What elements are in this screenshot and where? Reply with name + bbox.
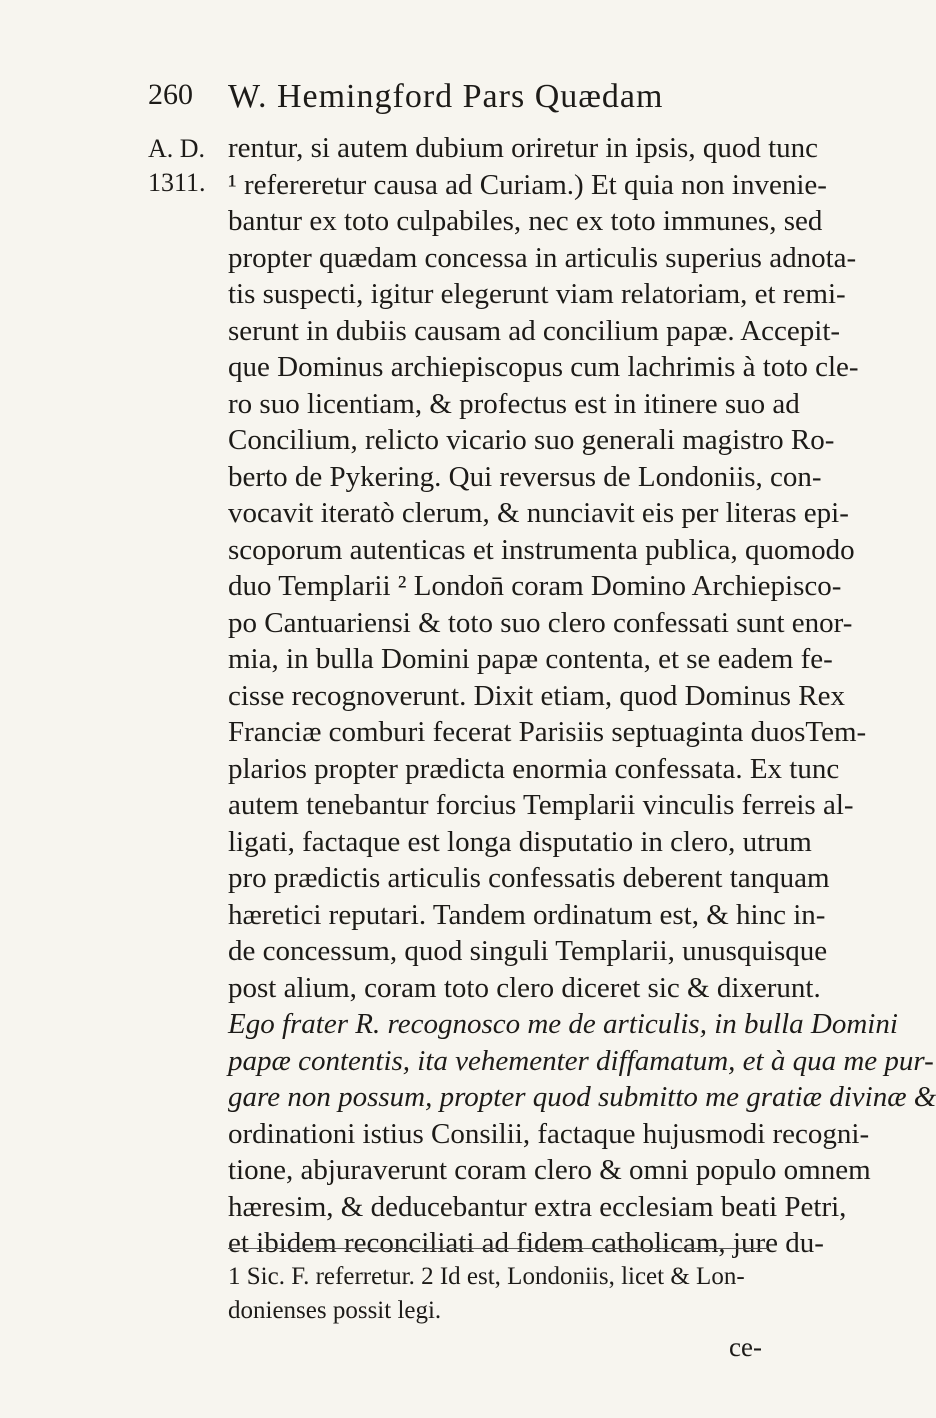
- text-line: plarios propter prædicta enormia confessata. Ex tunc: [228, 752, 840, 785]
- footnote-line: 1 Sic. F. referretur. 2 Id est, Londoniis, licet & Lon-: [228, 1263, 745, 1290]
- text-line: mia, in bulla Domini papæ contenta, et se eadem fe-: [228, 643, 833, 675]
- footnote-line: donienses possit legi.: [228, 1297, 442, 1324]
- text-line-italic: Ego frater R. recognosco me de articulis, in bulla Domini: [228, 1008, 898, 1040]
- text-line: autem tenebantur forcius Templarii vinculis ferreis al-: [228, 789, 854, 821]
- text-line: propter quædam concessa in articulis superius adnota-: [228, 241, 857, 274]
- margin-year-note: [148, 132, 206, 200]
- text-line: bantur ex toto culpabiles, nec ex toto immunes, sed: [228, 205, 823, 237]
- page-number: 260: [148, 78, 193, 111]
- footnotes: [228, 1260, 768, 1328]
- text-line: tis suspecti, igitur elegerunt viam relatoriam, et remi-: [228, 278, 846, 310]
- text-line: rentur, si autem dubium oriretur in ipsis, quod tunc: [228, 132, 819, 164]
- text-line: hæresim, & deducebantur extra ecclesiam beati Petri,: [228, 1190, 847, 1223]
- text-line: vocavit iteratò clerum, & nunciavit eis per literas epi-: [228, 497, 849, 529]
- text-line: Franciæ comburi fecerat Parisiis septuaginta duosTem-: [228, 716, 867, 748]
- margin-year-label: A. D.: [148, 134, 206, 163]
- text-line: et ibidem reconciliati ad fidem catholicam, jure du-: [228, 1227, 824, 1259]
- text-line: que Dominus archiepiscopus cum lachrimis à toto cle-: [228, 351, 859, 383]
- running-title: W. Hemingford Pars Quædam: [228, 78, 664, 115]
- text-line: po Cantuariensi & toto suo clero confessati sunt enor-: [228, 606, 853, 639]
- main-text: [228, 130, 936, 1262]
- text-line: serunt in dubiis causam ad concilium papæ. Accepit-: [228, 314, 841, 347]
- footnote-divider: [228, 1248, 768, 1249]
- text-line: berto de Pykering. Qui reversus de Londoniis, con-: [228, 460, 822, 493]
- text-line: cisse recognoverunt. Dixit etiam, quod Dominus Rex: [228, 679, 845, 712]
- text-line: de concessum, quod singuli Templarii, unusquisque: [228, 935, 828, 967]
- text-line: pro prædictis articulis confessatis deberent tanquam: [228, 862, 830, 894]
- text-line: ro suo licentiam, & profectus est in itinere suo ad: [228, 387, 800, 420]
- text-line: duo Templarii ² London̄ coram Domino Archiepisco-: [228, 570, 842, 602]
- text-line: ¹ refereretur causa ad Curiam.) Et quia non invenie-: [228, 168, 827, 201]
- text-line: ligati, factaque est longa disputatio in clero, utrum: [228, 825, 812, 858]
- running-header: [0, 78, 800, 128]
- text-line: hæretici reputari. Tandem ordinatum est, & hinc in-: [228, 898, 826, 931]
- catchword: ce-: [729, 1332, 762, 1362]
- text-line-italic: papæ contentis, ita vehementer diffamatum, et à qua me pur-: [228, 1044, 934, 1077]
- text-line-italic: gare non possum, propter quod submitto me gratiæ divinæ &: [228, 1081, 936, 1113]
- text-line: scoporum autenticas et instrumenta publica, quomodo: [228, 533, 855, 566]
- text-line: ordinationi istius Consilii, factaque hujusmodi recogni-: [228, 1117, 870, 1150]
- text-line: Concilium, relicto vicario suo generali magistro Ro-: [228, 424, 835, 456]
- text-line: tione, abjuraverunt coram clero & omni populo omnem: [228, 1154, 871, 1186]
- margin-year: 1311.: [148, 168, 206, 197]
- text-line: post alium, coram toto clero diceret sic & dixerunt.: [228, 971, 821, 1004]
